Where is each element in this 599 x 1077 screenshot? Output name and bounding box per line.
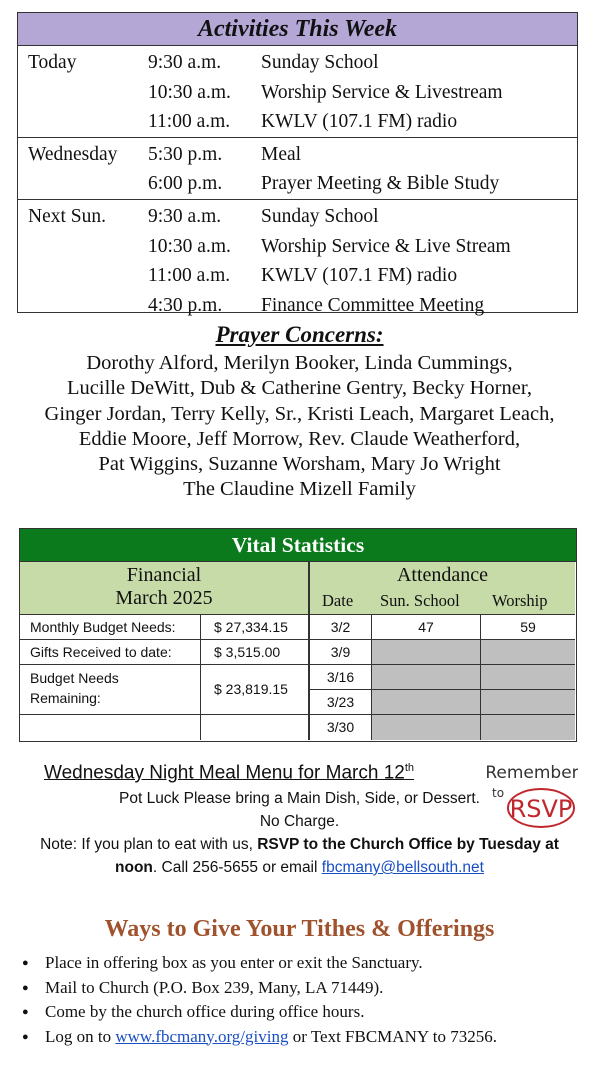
activity-day: Today xyxy=(28,52,77,73)
list-item: ● Mail to Church (P.O. Box 239, Many, LA 71449). xyxy=(22,976,582,1001)
activities-table xyxy=(17,12,578,316)
activity-row xyxy=(18,48,577,78)
activity-time: 9:30 a.m. xyxy=(148,52,222,73)
activity-time: 10:30 a.m. xyxy=(148,235,231,257)
vital-statistics-table xyxy=(19,528,577,742)
worship-count xyxy=(481,640,575,665)
prayer-line: Lucille DeWitt, Dub & Catherine Gentry, Becky Horner, xyxy=(67,377,532,399)
budget-remaining-label-line: Remaining: xyxy=(30,690,101,706)
worship-count xyxy=(481,665,575,690)
attendance-date: 3/30 xyxy=(310,715,372,740)
financial-header xyxy=(20,562,310,614)
ways-to-give-title: Ways to Give Your Tithes & Offerings xyxy=(104,916,495,942)
sunday-school-count xyxy=(372,640,481,665)
meal-description: Pot Luck Please bring a Main Dish, Side, or Dessert. xyxy=(119,790,480,807)
attendance-label: Attendance xyxy=(396,564,489,586)
activity-event: Finance Committee Meeting xyxy=(261,294,485,316)
prayer-line: Dorothy Alford, Merilyn Booker, Linda Cummings, xyxy=(86,352,513,374)
activity-event: Worship Service & Livestream xyxy=(261,81,503,103)
rsvp-to-text: to xyxy=(492,786,505,800)
activity-group-wednesday xyxy=(18,138,577,200)
gifts-received-value: $ 3,515.00 xyxy=(201,640,310,665)
meal-rsvp-deadline: noon xyxy=(115,859,153,876)
rsvp-remember-text: Remember xyxy=(486,763,578,783)
prayer-line: Ginger Jordan, Terry Kelly, Sr., Kristi Leach, Margaret Leach, xyxy=(44,403,555,425)
giving-text: or Text FBCMANY to 73256. xyxy=(288,1026,497,1046)
budget-remaining-value: $ 23,819.15 xyxy=(201,665,310,715)
activity-row xyxy=(18,107,577,137)
empty-cell xyxy=(201,715,310,740)
meal-note-line xyxy=(0,859,599,877)
activity-row xyxy=(18,202,577,232)
meal-contact-text: . Call 256-5655 or email xyxy=(152,859,322,876)
email-link[interactable]: fbcmany@bellsouth.net xyxy=(321,859,484,876)
activity-time: 4:30 p.m. xyxy=(148,294,223,316)
sunday-school-column-header: Sun. School xyxy=(380,591,460,610)
activity-event: Worship Service & Live Stream xyxy=(261,235,511,257)
activity-event: Prayer Meeting & Bible Study xyxy=(261,173,500,195)
sunday-school-count xyxy=(372,715,481,740)
activity-group-next-sunday xyxy=(18,200,577,320)
prayer-line: The Claudine Mizell Family xyxy=(183,478,416,500)
ways-to-give-list xyxy=(22,951,582,1049)
vital-statistics-body xyxy=(20,614,575,735)
sunday-school-count xyxy=(372,690,481,715)
activity-row xyxy=(18,291,577,321)
giving-link[interactable]: www.fbcmany.org/giving xyxy=(115,1026,289,1046)
activity-time: 9:30 a.m. xyxy=(148,205,222,227)
date-column-header: Date xyxy=(322,591,354,610)
financial-label: Financial xyxy=(126,564,202,586)
activity-row xyxy=(18,232,577,262)
meal-note-text: Note: If you plan to eat with us, xyxy=(40,836,258,853)
activity-row xyxy=(18,261,577,291)
attendance-date: 3/9 xyxy=(310,640,372,665)
attendance-date: 3/23 xyxy=(310,690,372,715)
activity-event: KWLV (107.1 FM) radio xyxy=(261,265,458,287)
worship-count xyxy=(481,715,575,740)
sunday-school-count: 47 xyxy=(372,615,481,640)
worship-column-header: Worship xyxy=(492,591,548,610)
worship-count: 59 xyxy=(481,615,575,640)
meal-menu-title xyxy=(44,762,414,784)
meal-rsvp-instruction: RSVP to the Church Office by Tuesday at xyxy=(257,836,559,853)
activity-day: Wednesday xyxy=(28,143,118,165)
monthly-budget-label: Monthly Budget Needs: xyxy=(20,615,201,640)
meal-note-line xyxy=(0,836,599,854)
empty-cell xyxy=(20,715,201,740)
list-item: ● Place in offering box as you enter or exit the Sanctuary. xyxy=(22,951,582,976)
list-item xyxy=(22,1025,582,1050)
worship-count xyxy=(481,690,575,715)
gifts-received-label: Gifts Received to date: xyxy=(20,640,201,665)
prayer-line: Eddie Moore, Jeff Morrow, Rev. Claude Weatherford, xyxy=(78,428,521,450)
attendance-date: 3/16 xyxy=(310,665,372,690)
activity-time: 10:30 a.m. xyxy=(148,81,231,103)
attendance-header xyxy=(310,562,575,614)
rsvp-big-text: RSVP xyxy=(509,795,573,823)
list-item: ● Come by the church office during office hours. xyxy=(22,1000,582,1025)
activity-time: 5:30 p.m. xyxy=(148,143,223,165)
meal-menu-title-suffix: th xyxy=(404,762,415,774)
prayer-concerns-title: Prayer Concerns: xyxy=(215,322,384,347)
activity-event: Sunday School xyxy=(261,205,379,227)
activity-time: 6:00 p.m. xyxy=(148,173,223,195)
meal-menu-title-text: Wednesday Night Meal Menu for March 12 xyxy=(44,762,405,784)
activity-event: Sunday School xyxy=(261,52,379,73)
activity-row xyxy=(18,169,577,199)
activities-title: Activities This Week xyxy=(18,13,577,46)
monthly-budget-value: $ 27,334.15 xyxy=(201,615,310,640)
activity-time: 11:00 a.m. xyxy=(148,265,231,287)
sunday-school-count xyxy=(372,665,481,690)
attendance-date: 3/2 xyxy=(310,615,372,640)
activity-row xyxy=(18,78,577,108)
activity-row xyxy=(18,140,577,170)
activity-day: Next Sun. xyxy=(28,205,106,227)
activity-event: KWLV (107.1 FM) radio xyxy=(261,111,458,133)
month-label: March 2025 xyxy=(115,587,213,609)
budget-remaining-label-line: Budget Needs xyxy=(30,670,119,686)
activity-event: Meal xyxy=(261,143,302,165)
activity-time: 11:00 a.m. xyxy=(148,111,231,133)
activity-group-today xyxy=(18,46,577,138)
budget-remaining-label xyxy=(20,665,201,715)
meal-charge: No Charge. xyxy=(259,813,340,830)
prayer-line: Pat Wiggins, Suzanne Worsham, Mary Jo Wright xyxy=(98,453,501,475)
vital-statistics-title: Vital Statistics xyxy=(20,529,576,562)
giving-text: Log on to xyxy=(45,1026,116,1046)
